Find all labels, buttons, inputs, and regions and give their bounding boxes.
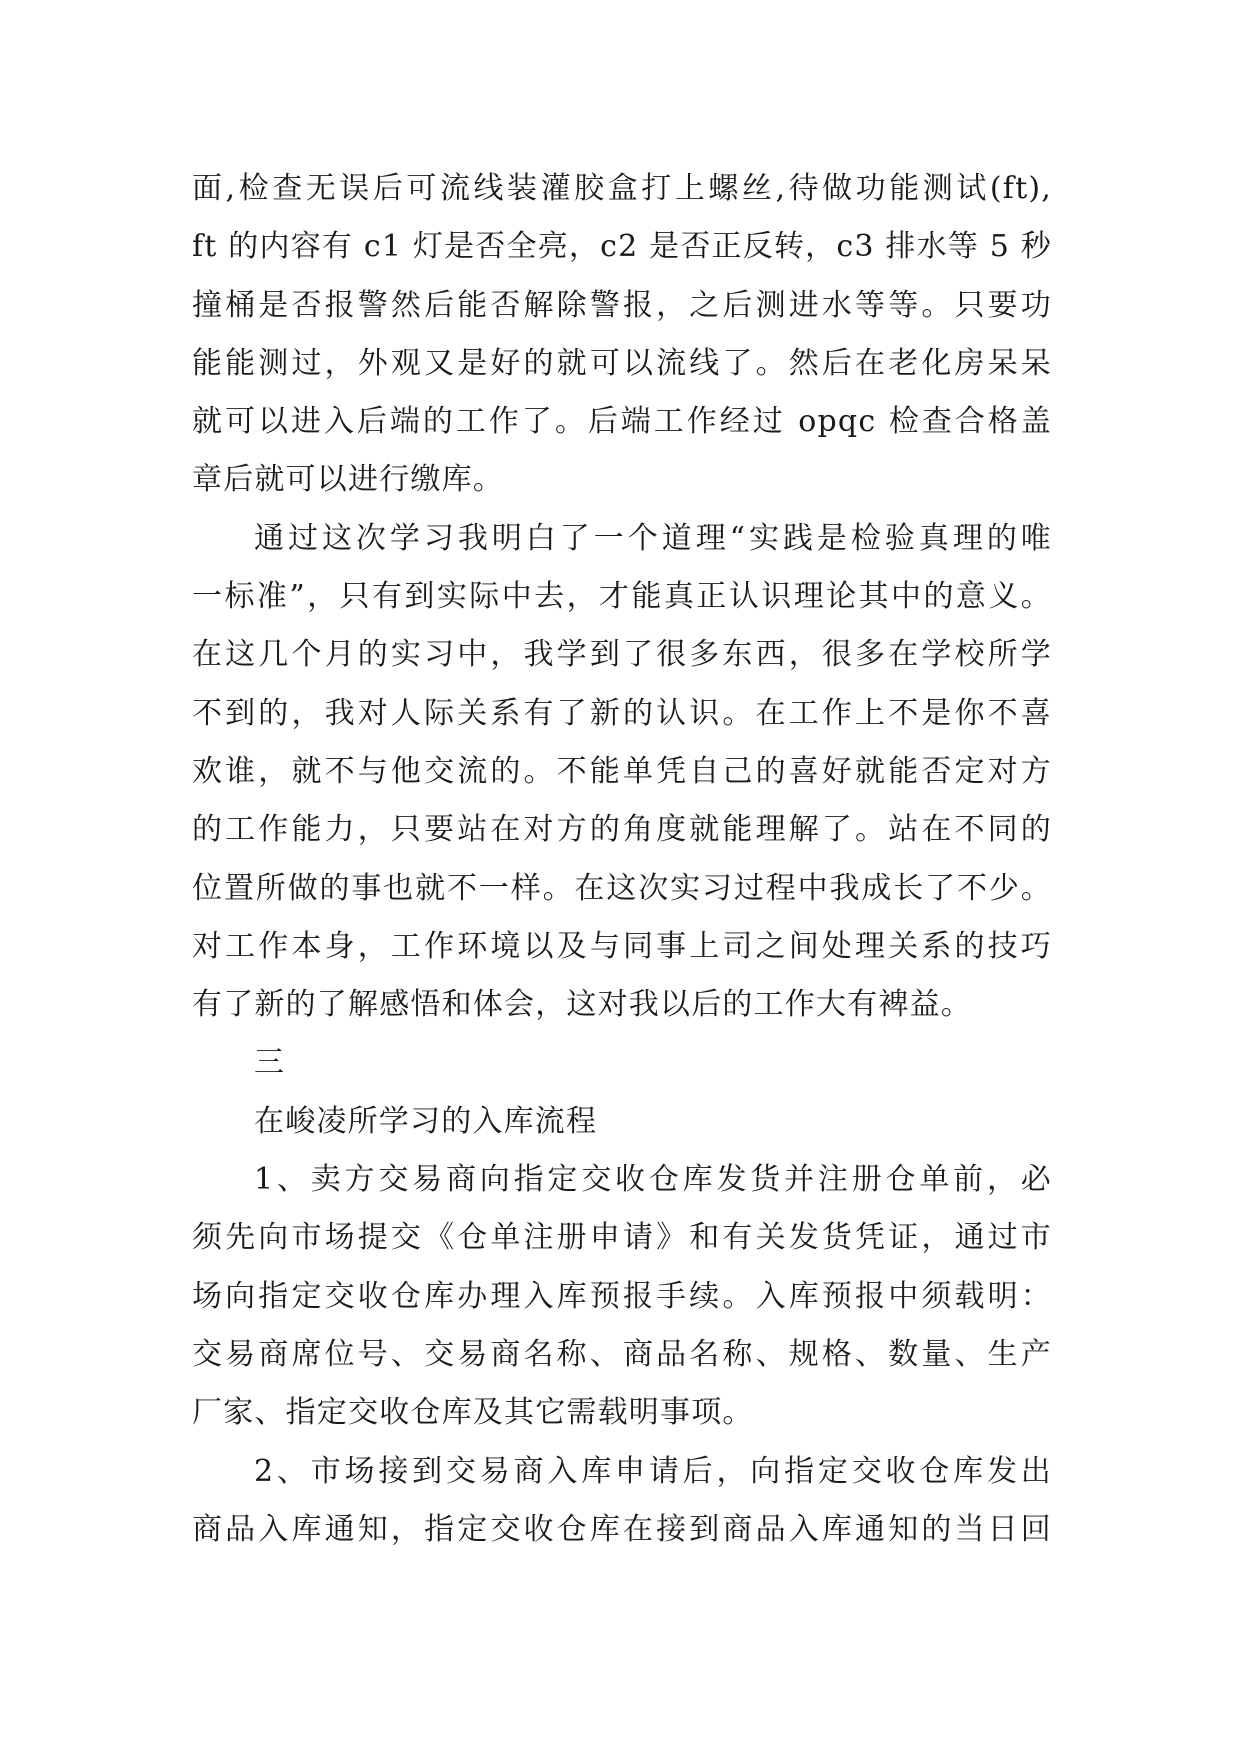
- text-line: ft 的内容有 c1 灯是否全亮，c2 是否正反转，c3 排水等 5 秒: [192, 229, 1052, 265]
- text-line: 通过这次学习我明白了一个道理“实践是检验真理的唯: [254, 520, 1052, 556]
- text-line: 不到的，我对人际关系有了新的认识。在工作上不是你不喜: [192, 695, 1052, 731]
- document-body: [192, 160, 1052, 1559]
- text-line: 面,检查无误后可流线装灌胶盒打上螺丝,待做功能测试(ft),: [192, 171, 1052, 206]
- text-line: 撞桶是否报警然后能否解除警报，之后测进水等等。只要功: [192, 287, 1052, 323]
- text-line: 商品入库通知，指定交收仓库在接到商品入库通知的当日回: [192, 1511, 1052, 1547]
- text-line: 就可以进入后端的工作了。后端工作经过 opqc 检查合格盖: [192, 404, 1052, 440]
- text-line: 能能测过，外观又是好的就可以流线了。然后在老化房呆呆: [192, 345, 1052, 381]
- text-line: 一标准”，只有到实际中去，才能真正认识理论其中的意义。: [192, 579, 1052, 615]
- text-line: 对工作本身，工作环境以及与同事上司之间处理关系的技巧: [192, 928, 1052, 964]
- text-line: 章后就可以进行缴库。: [192, 462, 504, 498]
- section-heading: 在峻凌所学习的入库流程: [254, 1103, 598, 1139]
- text-line: 的工作能力，只要站在对方的角度就能理解了。站在不同的: [192, 812, 1052, 848]
- text-line: 有了新的了解感悟和体会，这对我以后的工作大有裨益。: [192, 987, 972, 1023]
- text-line: 1、卖方交易商向指定交收仓库发货并注册仓单前，必: [254, 1162, 1052, 1198]
- text-line: 欢谁，就不与他交流的。不能单凭自己的喜好就能否定对方: [192, 753, 1052, 789]
- section-number: 三: [254, 1045, 286, 1081]
- text-line: 位置所做的事也就不一样。在这次实习过程中我成长了不少。: [192, 870, 1052, 906]
- text-line: 场向指定交收仓库办理入库预报手续。入库预报中须载明：: [192, 1278, 1052, 1314]
- text-line: 厂家、指定交收仓库及其它需载明事项。: [192, 1395, 754, 1431]
- text-line: 2、市场接到交易商入库申请后，向指定交收仓库发出: [254, 1453, 1052, 1489]
- text-line: 交易商席位号、交易商名称、商品名称、规格、数量、生产: [192, 1336, 1052, 1372]
- text-line: 在这几个月的实习中，我学到了很多东西，很多在学校所学: [192, 637, 1052, 673]
- text-line: 须先向市场提交《仓单注册申请》和有关发货凭证，通过市: [192, 1220, 1052, 1256]
